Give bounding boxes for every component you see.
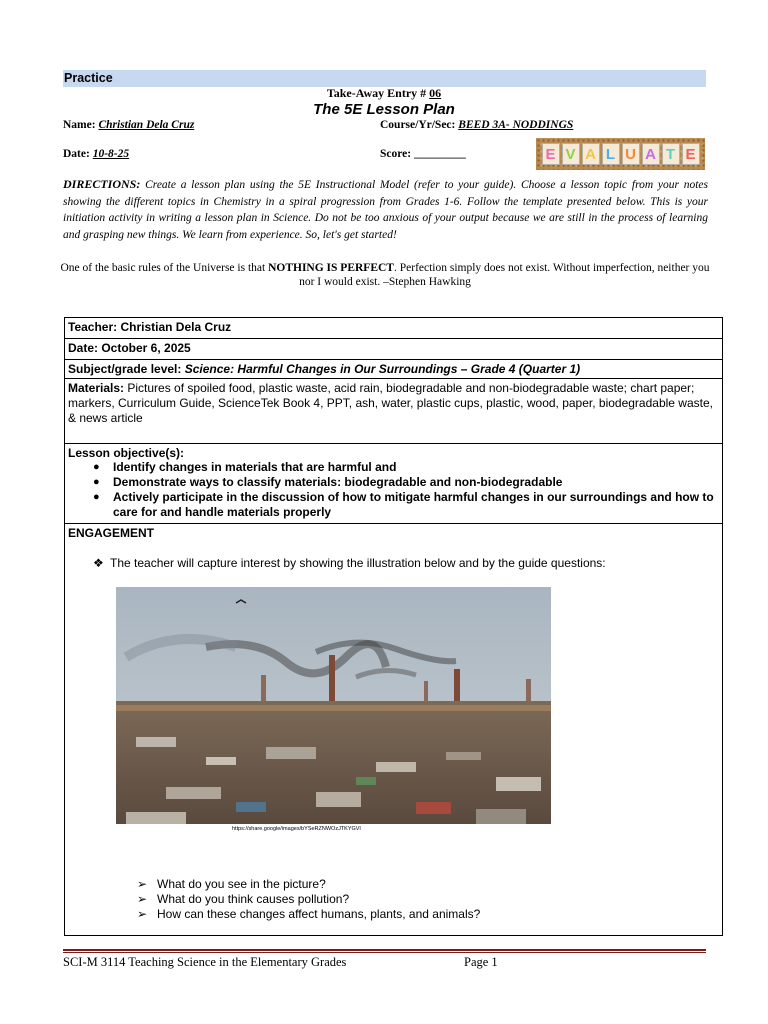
engagement-heading: ENGAGEMENT <box>68 526 155 540</box>
question-item <box>137 892 480 907</box>
pollution-photo <box>116 587 551 824</box>
entry-number: 06 <box>429 86 442 100</box>
engagement-intro-text: The teacher will capture interest by showing the illustration below and by the guide questions: <box>110 556 606 570</box>
question-text: How can these changes affect humans, plants, and animals? <box>157 907 481 921</box>
plan-date-text: Date: October 6, 2025 <box>68 341 191 355</box>
materials-label: Materials: <box>68 381 125 395</box>
footer-rule <box>63 949 706 951</box>
evaluate-letter-tile: U <box>622 143 640 165</box>
evaluate-letter-tile: A <box>642 143 660 165</box>
objectives-row <box>65 444 722 524</box>
arrow-bullet-icon: ➢ <box>137 877 148 891</box>
objectives-label: Lesson objective(s): <box>68 446 185 460</box>
date-value: 10-8-25 <box>92 148 130 160</box>
evaluate-letter-tile: A <box>582 143 600 165</box>
score-field: Score: _________ <box>380 148 466 160</box>
subject-row <box>65 360 722 379</box>
name-value: Christian Dela Cruz <box>98 119 195 131</box>
image-credit: https://share.google/images/bYSeRZNWOzJTKYGVl <box>232 826 361 832</box>
evaluate-letter-tile: E <box>542 143 560 165</box>
subject-label: Subject/grade level: <box>68 362 185 376</box>
objective-item: ● Actively participate in the discussion of how to mitigate harmful changes in our surroundings and how to care for and handle materials properly <box>93 490 719 520</box>
quote-text-start: One of the basic rules of the Universe is that <box>60 262 269 274</box>
practice-band <box>63 70 706 87</box>
footer-course: SCI-M 3114 Teaching Science in the Elementary Grades <box>63 955 347 969</box>
subject-value: Science: Harmful Changes in Our Surroundings – Grade 4 (Quarter 1) <box>184 362 581 376</box>
course-label: Course/Yr/Sec: <box>380 119 456 131</box>
practice-label: Practice <box>64 71 113 85</box>
course-field <box>380 119 573 131</box>
objectives-list <box>68 460 719 520</box>
entry-line <box>0 86 768 101</box>
guide-questions <box>137 877 480 922</box>
footer-rule-thin <box>63 952 706 953</box>
question-text: What do you see in the picture? <box>157 877 326 891</box>
course-value: BEED 3A- NODDINGS <box>458 119 574 131</box>
lesson-plan-table <box>64 317 723 936</box>
page-title: The 5E Lesson Plan <box>313 101 455 118</box>
evaluate-banner <box>536 138 705 170</box>
quote-emphasis: NOTHING IS PERFECT <box>268 262 394 274</box>
evaluate-letter-tile: L <box>602 143 620 165</box>
directions-text: Create a lesson plan using the 5E Instructional Model (refer to your guide). Choose a lesson topic from your notes showing the different topics in Chemistry in a spiral progression from Grades 1-6. Follow the template presented below. This is your initiation activity in writing a lesson plan in Science. Do not be too anxious of your output because we are still in the process of learning and grasping new things. We learn from experience. So, let's get started! <box>63 179 708 241</box>
evaluate-letter-tile: E <box>682 143 700 165</box>
evaluate-letter-tile: T <box>662 143 680 165</box>
quote-text-end: . Perfection simply does not exist. Without imperfection, neither you nor I would exist. –Stephen Hawking <box>299 262 710 288</box>
engagement-intro <box>93 556 606 570</box>
date-row <box>65 339 722 360</box>
question-item <box>137 907 480 922</box>
evaluate-letter-tile: V <box>562 143 580 165</box>
diamond-bullet-icon: ❖ <box>93 556 104 570</box>
arrow-bullet-icon: ➢ <box>137 907 148 921</box>
footer-page: Page 1 <box>464 955 498 969</box>
quote <box>60 262 710 289</box>
date-field <box>63 148 129 160</box>
name-label: Name: <box>63 119 96 131</box>
directions-label: DIRECTIONS: <box>63 177 141 191</box>
question-item <box>137 877 480 892</box>
question-text: What do you think causes pollution? <box>157 892 350 906</box>
objective-item: ● Demonstrate ways to classify materials: biodegradable and non-biodegradable <box>93 475 719 490</box>
pollution-illustration <box>116 587 551 824</box>
name-field <box>63 119 194 131</box>
teacher-row <box>65 318 722 339</box>
directions-paragraph <box>63 176 708 243</box>
arrow-bullet-icon: ➢ <box>137 892 148 906</box>
materials-text: Pictures of spoiled food, plastic waste, acid rain, biodegradable and non-biodegradable waste; chart paper; markers, Curriculum Guide, ScienceTek Book 4, PPT, ash, water, plastic cups, plastic, wood, paper, biodegradable waste, & news article <box>68 381 713 425</box>
entry-label: Take-Away Entry # <box>326 86 427 100</box>
date-label: Date: <box>63 148 90 160</box>
teacher-text: Teacher: Christian Dela Cruz <box>68 320 232 334</box>
objective-item: ● Identify changes in materials that are harmful and <box>93 460 719 475</box>
materials-row <box>65 379 722 444</box>
